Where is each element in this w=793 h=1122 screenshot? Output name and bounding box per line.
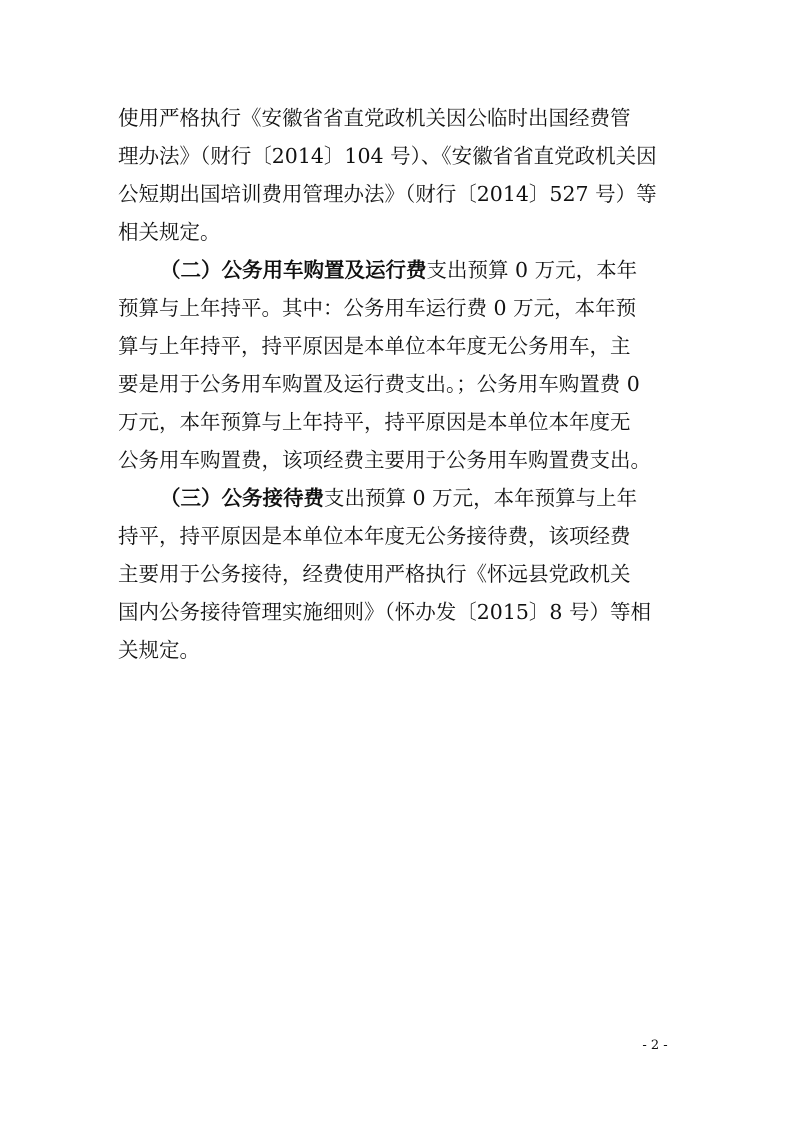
paragraph-line: 主要用于公务接待，经费使用严格执行《怀远县党政机关 bbox=[118, 562, 631, 586]
paragraph-line: 持平，持平原因是本单位本年度无公务接待费，该项经费 bbox=[118, 524, 631, 548]
section-3-heading: （三）公务接待费 bbox=[160, 486, 324, 510]
paragraph-line: 公务用车购置费，该项经费主要用于公务用车购置费支出。 bbox=[118, 448, 651, 472]
paragraph-line: 关规定。 bbox=[118, 638, 200, 662]
paragraph-line: 理办法》（财行〔2014〕104 号）、《安徽省省直党政机关因 bbox=[118, 144, 657, 168]
paragraph-line: 公短期出国培训费用管理办法》（财行〔2014〕527 号）等 bbox=[118, 182, 657, 206]
paragraph-line: 相关规定。 bbox=[118, 220, 221, 244]
paragraph-line: 使用严格执行《安徽省省直党政机关因公临时出国经费管 bbox=[118, 106, 631, 130]
paragraph-line: 预算与上年持平。其中：公务用车运行费 0 万元，本年预 bbox=[118, 296, 637, 320]
paragraph-line: 万元，本年预算与上年持平，持平原因是本单位本年度无 bbox=[118, 410, 631, 434]
page-number: - 2 - bbox=[642, 1038, 668, 1053]
section-3-first-line-text: 支出预算 0 万元，本年预算与上年 bbox=[324, 486, 638, 510]
section-3-first-line bbox=[160, 480, 678, 516]
section-2-first-line-text: 支出预算 0 万元，本年 bbox=[426, 258, 638, 282]
paragraph-line: 国内公务接待管理实施细则》（怀办发〔2015〕8 号）等相 bbox=[118, 600, 651, 624]
section-2-first-line bbox=[160, 252, 678, 288]
paragraph-line: 要是用于公务用车购置及运行费支出。；公务用车购置费 0 bbox=[118, 372, 640, 396]
paragraph-line: 算与上年持平，持平原因是本单位本年度无公务用车，主 bbox=[118, 334, 631, 358]
section-2-heading: （二）公务用车购置及运行费 bbox=[160, 258, 427, 282]
